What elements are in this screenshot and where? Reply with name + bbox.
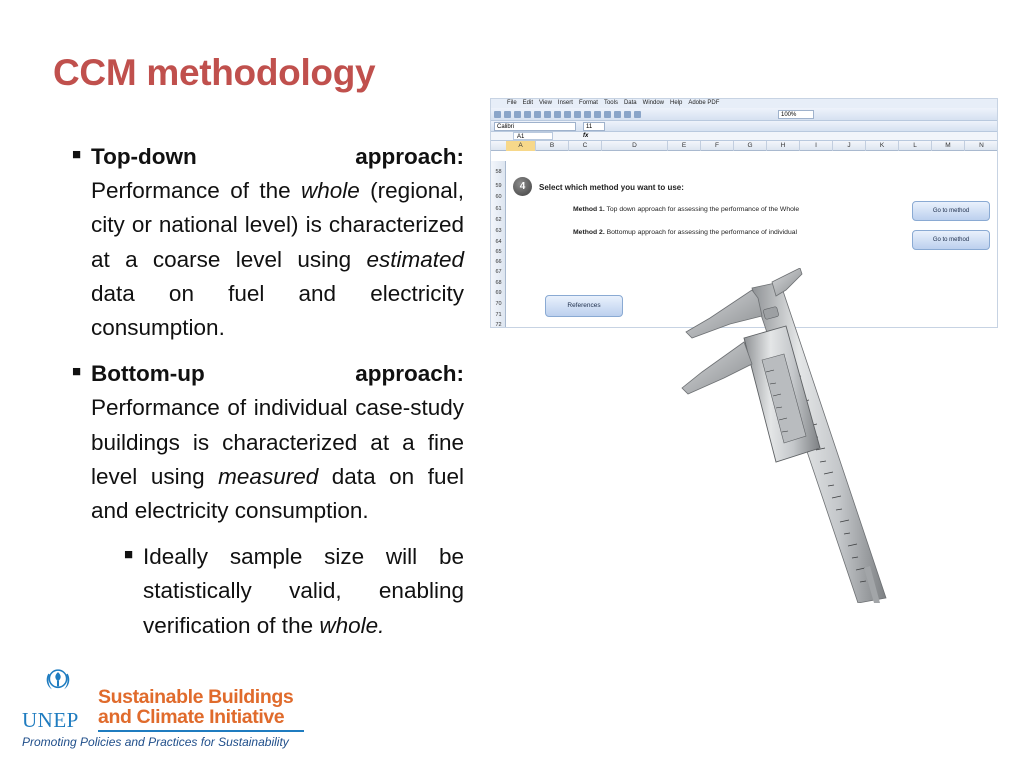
column-header: G xyxy=(734,141,767,151)
sort-icon xyxy=(624,111,631,118)
logo-tagline: Promoting Policies and Practices for Sustainability xyxy=(22,735,289,749)
paste-icon xyxy=(574,111,581,118)
body-italic: whole. xyxy=(319,612,385,638)
sub-bullet-text xyxy=(143,540,464,643)
column-header: I xyxy=(800,141,833,151)
fx-icon: fx xyxy=(583,133,589,139)
row-header: 70 xyxy=(495,301,502,307)
method-2-text xyxy=(573,229,797,236)
body-text: (regional, city or national level) is characterized at a coarse level using xyxy=(91,178,464,272)
formula-bar xyxy=(491,132,997,141)
method-1-text xyxy=(573,206,799,213)
menu-item: View xyxy=(539,100,552,106)
caliper-image xyxy=(680,268,890,603)
sbci-title-line-2: and Climate Initiative xyxy=(98,706,285,728)
column-header: C xyxy=(569,141,602,151)
bullet-heading xyxy=(91,140,464,174)
name-box: A1 xyxy=(513,132,553,140)
heading-left: Bottom-up xyxy=(91,361,205,387)
step-number-badge: 4 xyxy=(513,177,532,196)
font-name-select: Calibri xyxy=(494,122,576,131)
bullet-text xyxy=(91,357,464,528)
menu-item: Adobe PDF xyxy=(688,100,720,106)
menu-item: Format xyxy=(578,100,598,106)
method-description: Bottomup approach for assessing the performance of individual xyxy=(604,229,798,236)
row-header: 62 xyxy=(495,217,502,223)
column-header: H xyxy=(767,141,800,151)
row-header: 61 xyxy=(495,206,502,212)
body-italic: whole xyxy=(301,178,360,204)
method-label: Method 1. xyxy=(573,206,605,213)
column-header: L xyxy=(899,141,932,151)
column-header: F xyxy=(701,141,734,151)
excel-toolbar xyxy=(491,108,997,121)
body-italic: measured xyxy=(218,463,319,489)
zoom-select: 100% xyxy=(778,110,814,119)
cut-icon xyxy=(554,111,561,118)
column-header: A xyxy=(506,141,536,151)
row-header: 67 xyxy=(495,269,502,275)
heading-left: Top-down xyxy=(91,144,197,169)
column-header: N xyxy=(965,141,998,151)
copy-icon xyxy=(564,111,571,118)
method-description: Top down approach for assessing the performance of the Whole xyxy=(604,206,800,213)
column-headers xyxy=(491,141,997,151)
body-text: data on fuel and electricity consumption. xyxy=(91,463,464,524)
row-header: 69 xyxy=(495,290,502,296)
row-header: 72 xyxy=(495,322,502,328)
menu-item: Insert xyxy=(557,100,573,106)
redo-icon xyxy=(594,111,601,118)
row-header: 66 xyxy=(495,259,502,265)
menu-item: Help xyxy=(670,100,683,106)
font-size-select: 11 xyxy=(583,122,605,131)
menu-item: Window xyxy=(642,100,664,106)
unep-wordmark: UNEP xyxy=(22,708,79,732)
excel-menubar xyxy=(491,99,997,108)
open-icon xyxy=(504,111,511,118)
body-italic: estimated xyxy=(366,246,464,272)
chart-icon xyxy=(634,111,641,118)
square-bullet-icon: ■ xyxy=(124,546,134,564)
row-header: 60 xyxy=(495,194,502,200)
row-header: 63 xyxy=(495,228,502,234)
heading-right: approach: xyxy=(355,144,464,169)
spell-icon xyxy=(544,111,551,118)
menu-item: Edit xyxy=(522,100,534,106)
column-header: M xyxy=(932,141,965,151)
square-bullet-icon: ■ xyxy=(72,363,82,381)
references-button: References xyxy=(545,295,623,317)
bullet-text xyxy=(91,140,464,345)
save-icon xyxy=(514,111,521,118)
row-header: 58 xyxy=(495,169,502,175)
preview-icon xyxy=(534,111,541,118)
print-icon xyxy=(524,111,531,118)
bullet-top-down xyxy=(72,140,464,345)
bullet-heading xyxy=(91,357,464,391)
row-header: 68 xyxy=(495,280,502,286)
body-text: Ideally sample size will be statistically valid, enabling verification of the xyxy=(143,544,464,638)
menu-item: Tools xyxy=(603,100,618,106)
row-header: 64 xyxy=(495,239,502,245)
slide-title: CCM methodology xyxy=(53,52,376,93)
go-to-method-2-button: Go to method xyxy=(912,230,990,250)
method-label: Method 2. xyxy=(573,229,605,236)
column-header: K xyxy=(866,141,899,151)
go-to-method-1-button: Go to method xyxy=(912,201,990,221)
new-icon xyxy=(494,111,501,118)
menu-item: Data xyxy=(623,100,637,106)
unep-logo xyxy=(20,648,96,712)
row-header: 71 xyxy=(495,312,502,318)
row-headers xyxy=(491,161,506,327)
square-bullet-icon: ■ xyxy=(72,146,82,163)
sub-bullet xyxy=(124,540,464,643)
menu-item: File xyxy=(507,100,517,106)
row-header: 59 xyxy=(495,183,502,189)
body-text: Performance of the xyxy=(91,178,301,204)
logo-divider xyxy=(98,730,304,732)
heading-right: approach: xyxy=(355,361,464,387)
sbci-title-line-1: Sustainable Buildings xyxy=(98,686,294,708)
excel-formatbar xyxy=(491,121,997,132)
column-header: B xyxy=(536,141,569,151)
hyperlink-icon xyxy=(604,111,611,118)
column-header: J xyxy=(833,141,866,151)
column-header: D xyxy=(602,141,668,151)
row-header: 65 xyxy=(495,249,502,255)
toolbar-icons xyxy=(494,111,641,118)
bullet-list xyxy=(72,140,464,643)
body-text: Performance of individual case-study buildings is characterized at a fine level using xyxy=(91,395,464,489)
undo-icon xyxy=(584,111,591,118)
step-heading: Select which method you want to use: xyxy=(539,183,684,192)
column-header: E xyxy=(668,141,701,151)
bullet-bottom-up xyxy=(72,357,464,528)
body-text: data on fuel and electricity consumption. xyxy=(91,280,464,341)
sum-icon xyxy=(614,111,621,118)
